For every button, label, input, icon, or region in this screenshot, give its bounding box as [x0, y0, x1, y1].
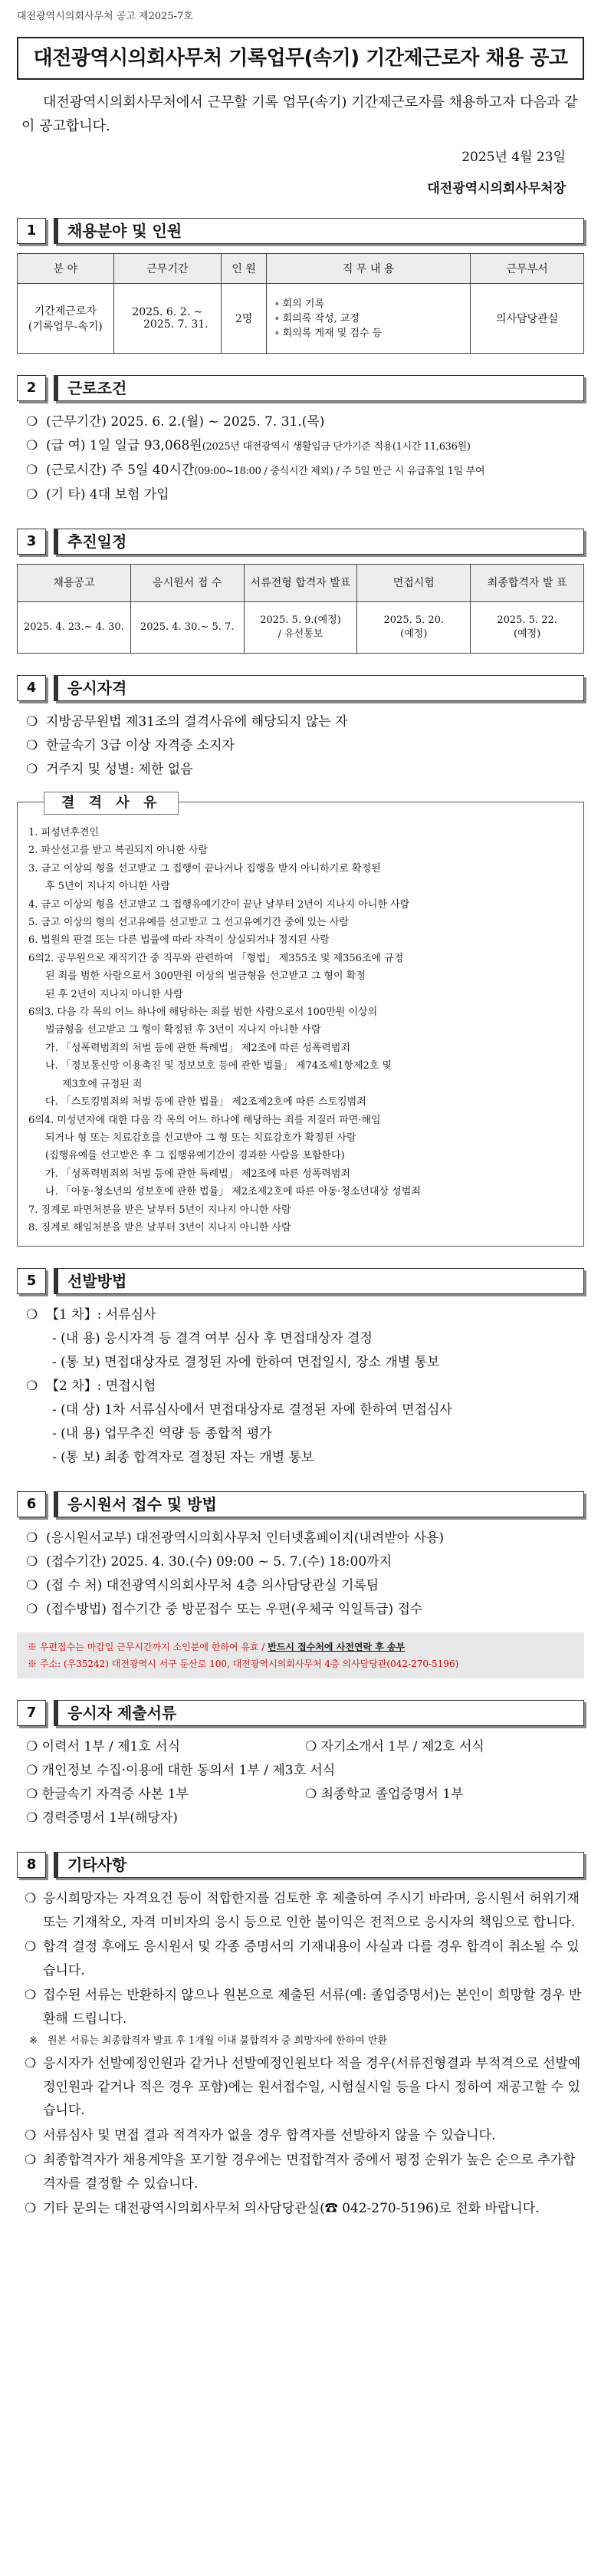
list-text: 지방공무원법 제31조의 결격사유에 해당되지 않는 자 — [46, 714, 348, 730]
list-item — [26, 758, 584, 782]
announcement-date: 2025년 4월 23일 — [461, 150, 566, 165]
table-header: 분 야 — [18, 254, 114, 284]
list-item — [17, 1887, 584, 1934]
section-6-header — [17, 1491, 584, 1517]
list-item — [26, 734, 584, 758]
list-text: 거주지 및 성별: 제한 없음 — [46, 762, 193, 777]
list-text: 한글속기 3급 이상 자격증 소지자 — [46, 738, 235, 753]
duty-item: ∘ 회의록 작성, 교정 — [274, 312, 360, 324]
bullet-mark: ❍ — [26, 762, 38, 777]
table-cell — [471, 602, 584, 654]
disqualification-line: 된 후 2년이 지나지 아니한 사람 — [45, 988, 183, 1000]
duty-item: ∘ 회의록 게재 및 검수 등 — [274, 327, 383, 339]
bullet-mark: ❍ — [25, 2153, 37, 2169]
section-number: 5 — [17, 1268, 46, 1294]
notice-line — [28, 1639, 573, 1655]
period-start: 2025. 6. 2. ~ — [132, 306, 203, 318]
bullet-mark: ❍ — [26, 438, 38, 453]
disqualification-line: 6. 법원의 판결 또는 다른 법률에 따라 자격이 상실되거나 정지된 사람 — [28, 934, 330, 947]
cell-line: 2025. 5. 9.(예정) — [260, 614, 341, 626]
section-1-header — [17, 218, 584, 244]
list-text: (급 여) 1일 일급 93,068원 — [46, 438, 202, 453]
table-header: 면접시험 — [357, 565, 471, 602]
section-title: 선발방법 — [54, 1268, 584, 1294]
bullet-mark: ❍ — [26, 487, 38, 502]
cell-line: 2025. 5. 20. — [383, 614, 445, 626]
list-item — [17, 2052, 584, 2123]
disqualification-line: 가. 「성폭력범죄의 처벌 등에 관한 특례법」 제2조에 따른 성폭력범죄 — [45, 1042, 350, 1054]
document-item: ❍ 경력증명서 1부(해당자) — [26, 1810, 178, 1827]
section-number: 4 — [17, 675, 46, 701]
list-item — [26, 1527, 584, 1550]
disqualification-line: 후 5년이 지나지 아니한 사람 — [45, 881, 170, 893]
list-text: 접수된 서류는 반환하지 않으나 원본으로 제출된 서류(예: 졸업증명서)는 본인이 희망할 경우 반환해 드립니다. — [43, 1988, 582, 2027]
disqualification-line: 나. 「정보통신망 이용촉진 및 정보보호 등에 관한 법률」 제74조제1항제2호 및 — [45, 1060, 392, 1072]
section-title: 채용분야 및 인원 — [54, 218, 584, 244]
bullet-mark: ❍ — [26, 1602, 38, 1618]
cell-line: 2025. 4. 30.~ 5. 7. — [140, 621, 235, 633]
list-text: (응시원서교부) 대전광역시의회사무처 인터넷홈페이지(내려받아 사용) — [46, 1530, 444, 1547]
document-item: ❍ 최종학교 졸업증명서 1부 — [305, 1787, 464, 1803]
section-4-header — [17, 675, 584, 701]
list-item — [26, 1303, 584, 1327]
table-cell — [113, 284, 221, 354]
table-header: 인 원 — [222, 254, 267, 284]
bullet-mark: ❍ — [25, 2201, 37, 2217]
disqualification-line: 1. 피성년후견인 — [28, 827, 99, 838]
cell-line: 2025. 5. 22. — [497, 614, 557, 626]
application-list — [17, 1527, 584, 1622]
bullet-mark: ❍ — [26, 414, 38, 430]
disqualification-line: 가. 「성폭력범죄의 처벌 등에 관한 특례법」 제2조에 따른 성폭력범죄 — [45, 1168, 350, 1180]
list-note: (2025년 대전광역시 생활임금 단가기준 적용(1시간 11,636원) — [202, 441, 471, 453]
list-item — [26, 434, 584, 459]
table-row — [18, 602, 584, 654]
field-subname: (기록업무-속기) — [28, 321, 103, 333]
bullet-mark: ❍ — [26, 1554, 38, 1570]
list-item — [17, 2124, 584, 2148]
table-cell: 2명 — [222, 284, 267, 354]
list-item — [26, 710, 584, 734]
table-header: 직 무 내 용 — [267, 254, 471, 284]
list-text: (근무기간) 2025. 6. 2.(월) ~ 2025. 7. 31.(목) — [46, 414, 325, 430]
period-end: 2025. 7. 31. — [143, 318, 209, 331]
bullet-mark: ❍ — [25, 2127, 37, 2143]
document-item: ❍ 이력서 1부 / 제1호 서식 — [26, 1739, 180, 1755]
table-row — [18, 284, 584, 354]
conditions-list — [17, 410, 584, 507]
bullet-mark: ❍ — [26, 1578, 38, 1594]
address-line: ※ 주소: (우35242) 대전광역시 서구 둔산로 100, 대전광역시의회사무처 4층 의사담당관(042-270-5196) — [28, 1659, 459, 1670]
section-title: 응시자격 — [54, 675, 584, 701]
qualifications-list — [17, 710, 584, 782]
list-item — [17, 1984, 584, 2031]
section-number: 6 — [17, 1491, 46, 1517]
sub-item: - (내 용) 업무추진 역량 등 종합적 평가 — [52, 1426, 272, 1442]
disqualification-title: 결 격 사 유 — [44, 792, 179, 815]
bullet-mark: ❍ — [25, 2056, 37, 2072]
table-cell — [130, 602, 244, 654]
list-text: 원본 서류는 최종합격자 발표 후 1개월 이내 불합격자 중 희망자에 한하여 반환 — [48, 2035, 388, 2047]
list-text: 응시자가 선발예정인원과 같거나 선발예정인원보다 적을 경우(서류전형결과 부적격으로 선발예정인원과 같거나 적은 경우 포함)에는 원서접수일, 시험실시일 등을 다시 정하여 재공고할 수 있습니다. — [43, 2056, 581, 2119]
table-cell: 의사담당관실 — [471, 284, 584, 354]
section-number: 7 — [17, 1700, 46, 1726]
list-item — [26, 459, 584, 483]
list-item — [26, 483, 584, 507]
disqualification-line: 나. 「아동·청소년의 성보호에 관한 법률」 제2조제2호에 따른 아동·청소년대상 성범죄 — [45, 1186, 421, 1198]
list-item — [26, 410, 584, 434]
disqualification-line: 4. 금고 이상의 형을 선고받고 그 집행유예기간이 끝난 날부터 2년이 지나지 아니한 사람 — [28, 898, 410, 911]
bullet-mark: ❍ — [25, 1939, 37, 1955]
recruitment-table — [17, 253, 584, 354]
list-item — [26, 1550, 584, 1574]
table-cell — [18, 602, 131, 654]
documents-list — [17, 1735, 584, 1830]
list-text: 【1 차】: 서류심사 — [46, 1307, 156, 1323]
section-number: 3 — [17, 529, 46, 555]
duties-cell — [267, 284, 471, 354]
disqualification-line: (집행유예를 선고받은 후 그 집행유예기간이 경과한 사람을 포함한다) — [45, 1150, 345, 1162]
disqualification-line: 되거나 형 또는 치료감호를 선고받아 그 형 또는 치료감호가 확정된 사람 — [45, 1132, 356, 1144]
list-item — [26, 1759, 584, 1783]
bullet-mark: ❍ — [25, 1988, 37, 2004]
section-8-header — [17, 1852, 584, 1878]
bullet-mark: ※ — [29, 2035, 38, 2047]
cell-line: (예정) — [400, 628, 428, 640]
disqualification-line: 5. 금고 이상의 형의 선고유예를 선고받고 그 선고유예기간 중에 있는 사람 — [28, 917, 349, 929]
list-item — [17, 2149, 584, 2196]
table-header: 채용공고 — [18, 565, 131, 602]
section-number: 1 — [17, 218, 46, 244]
disqualification-line: 벌금형을 선고받고 그 형이 확정된 후 3년이 지나지 아니한 사람 — [45, 1024, 321, 1036]
list-text: 【2 차】: 면접시험 — [46, 1379, 156, 1395]
section-title: 추진일정 — [54, 529, 584, 555]
disqualification-lines — [28, 824, 573, 1237]
section-title: 근로조건 — [54, 375, 584, 401]
list-text: 합격 결정 후에도 응시원서 및 각종 증명서의 기재내용이 사실과 다를 경우 합격이 취소될 수 있습니다. — [43, 1939, 580, 1978]
sub-item: - (통 보) 최종 합격자로 결정된 자는 개별 통보 — [52, 1450, 314, 1466]
sub-item: - (내 용) 응시자격 등 결격 여부 심사 후 면접대상자 결정 — [52, 1331, 373, 1347]
table-header: 최종합격자 발 표 — [471, 565, 584, 602]
duty-item: ∘ 회의 기록 — [274, 298, 325, 310]
section-title: 응시자 제출서류 — [54, 1700, 584, 1726]
table-header: 근무기간 — [113, 254, 221, 284]
bullet-mark: ❍ — [26, 1530, 38, 1547]
mail-notice-box — [17, 1632, 584, 1678]
list-item — [26, 1807, 584, 1830]
bullet-mark: ❍ — [26, 1307, 38, 1323]
document-number: 대전광역시의회사무처 공고 제2025-7호 — [17, 11, 193, 22]
document-item: ❍ 한글속기 자격증 사본 1부 — [26, 1787, 189, 1803]
bullet-mark: ❍ — [25, 1891, 37, 1907]
disqualification-line: 다. 「스토킹범죄의 처벌 등에 관한 법률」 제2조제2호에 따른 스토킹범죄 — [45, 1096, 366, 1108]
cell-line: / 유선통보 — [278, 628, 323, 640]
list-item — [26, 1574, 584, 1598]
list-text: 최종합격자가 채용계약을 포기할 경우에는 면접합격자 중에서 평정 순위가 높은 순으로 추가합격자를 결정할 수 있습니다. — [43, 2153, 576, 2192]
disqualification-line: 2. 파산선고를 받고 복권되지 아니한 사람 — [28, 845, 208, 857]
section-number: 8 — [17, 1852, 46, 1878]
list-item — [26, 1783, 584, 1807]
list-text: (접수방법) 접수기간 중 방문접수 또는 우편(우체국 익일특급) 접수 — [46, 1602, 423, 1618]
list-text: 기타 문의는 대전광역시의회사무처 의사담당관실(☎ 042-270-5196)로 전화 바랍니다. — [43, 2201, 540, 2217]
table-header: 근무부서 — [471, 254, 584, 284]
intro-paragraph: 대전광역시의회사무처에서 근무할 기록 업무(속기) 기간제근로자를 채용하고자 다음과 같이 공고합니다. — [21, 94, 578, 134]
section-5-header — [17, 1268, 584, 1294]
list-item — [26, 1375, 584, 1398]
section-title: 기타사항 — [54, 1852, 584, 1878]
document-item: ❍ 개인정보 수집·이용에 대한 동의서 1부 / 제3호 서식 — [26, 1763, 336, 1779]
bullet-mark: ❍ — [26, 738, 38, 753]
others-list — [17, 1887, 584, 2221]
table-cell — [18, 284, 114, 354]
selection-list — [17, 1303, 584, 1470]
list-item — [26, 1598, 584, 1622]
list-item — [17, 1935, 584, 1982]
list-item — [17, 2197, 584, 2221]
cell-line: 2025. 4. 23.~ 4. 30. — [24, 621, 124, 633]
list-text: 서류심사 및 면접 결과 적격자가 없을 경우 합격자를 선발하지 않을 수 있습니다. — [43, 2127, 496, 2143]
page-title: 대전광역시의회사무처 기록업무(속기) 기간제근로자 채용 공고 — [17, 37, 584, 80]
disqualification-line: 8. 징계로 해임처분을 받은 날부터 3년이 지나지 아니한 사람 — [28, 1221, 291, 1234]
disqualification-line: 6의4. 미성년자에 대한 다음 각 목의 어느 하나에 해당하는 죄를 저질러 파면·해임 — [28, 1114, 381, 1126]
cell-line: (예정) — [513, 628, 541, 640]
schedule-table — [17, 564, 584, 654]
section-3-header — [17, 529, 584, 555]
document-item: ❍ 자기소개서 1부 / 제2호 서식 — [305, 1739, 484, 1755]
disqualification-line: 3. 금고 이상의 형을 선고받고 그 집행이 끝나거나 집행을 받지 아니하기로 확정된 — [28, 862, 381, 875]
section-7-header — [17, 1700, 584, 1726]
notice-emphasis: 반드시 접수처에 사전연락 후 송부 — [268, 1642, 406, 1653]
list-text: (접수기간) 2025. 4. 30.(수) 09:00 ~ 5. 7.(수) 18:00까지 — [46, 1554, 392, 1570]
table-header: 서류전형 합격자 발표 — [244, 565, 357, 602]
list-text: (기 타) 4대 보험 가입 — [46, 487, 169, 502]
section-number: 2 — [17, 375, 46, 401]
section-title: 응시원서 접수 및 방법 — [54, 1491, 584, 1517]
list-text: (접 수 처) 대전광역시의회사무처 4층 의사담당관실 기록팀 — [46, 1578, 379, 1594]
issuer: 대전광역시의회사무처장 — [427, 181, 566, 196]
list-note: (09:00~18:00 / 중식시간 제외) / 주 5일 만근 시 유급휴일 1일 부여 — [194, 466, 485, 477]
list-text: (근로시간) 주 5일 40시간 — [46, 463, 195, 478]
bullet-mark: ❍ — [26, 714, 38, 730]
section-2-header — [17, 375, 584, 401]
sub-item: - (대 상) 1차 서류심사에서 면접대상자로 결정된 자에 한하여 면접심사 — [52, 1402, 452, 1418]
table-header: 응시원서 접 수 — [130, 565, 244, 602]
disqualification-line: 6의3. 다음 각 목의 어느 하나에 해당하는 죄를 범한 사람으로서 100만원 이상의 — [28, 1006, 378, 1019]
note-item — [17, 2032, 584, 2051]
notice-text: ※ 우편접수는 마감일 근무시간까지 소인분에 한하여 유효 / — [28, 1642, 268, 1653]
list-item — [26, 1735, 584, 1759]
disqualification-line: 7. 징계로 파면처분을 받은 날부터 5년이 지나지 아니한 사람 — [28, 1204, 291, 1216]
list-text: 응시희망자는 자격요건 등이 적합한지를 검토한 후 제출하여 주시기 바라며, 응시원서 허위기재 또는 기재착오, 자격 미비자의 응시 등으로 인한 불이익은 전적으로 응시자의 책임으로 합니다. — [43, 1891, 580, 1930]
disqualification-line: 제3호에 규정된 죄 — [62, 1078, 143, 1090]
bullet-mark: ❍ — [26, 463, 38, 478]
table-cell — [244, 602, 357, 654]
disqualification-line: 6의2. 공무원으로 재직기간 중 직무와 관련하여 「형법」 제355조 및 제356조에 규정 — [28, 952, 404, 964]
disqualification-line: 된 죄를 범한 사람으로서 300만원 이상의 벌금형을 선고받고 그 형이 확정 — [45, 970, 366, 983]
sub-item: - (통 보) 면접대상자로 결정된 자에 한하여 면접일시, 장소 개별 통보 — [52, 1355, 440, 1371]
field-name: 기간제근로자 — [34, 305, 97, 318]
disqualification-box — [17, 795, 584, 1247]
bullet-mark: ❍ — [26, 1379, 38, 1395]
table-cell — [357, 602, 471, 654]
